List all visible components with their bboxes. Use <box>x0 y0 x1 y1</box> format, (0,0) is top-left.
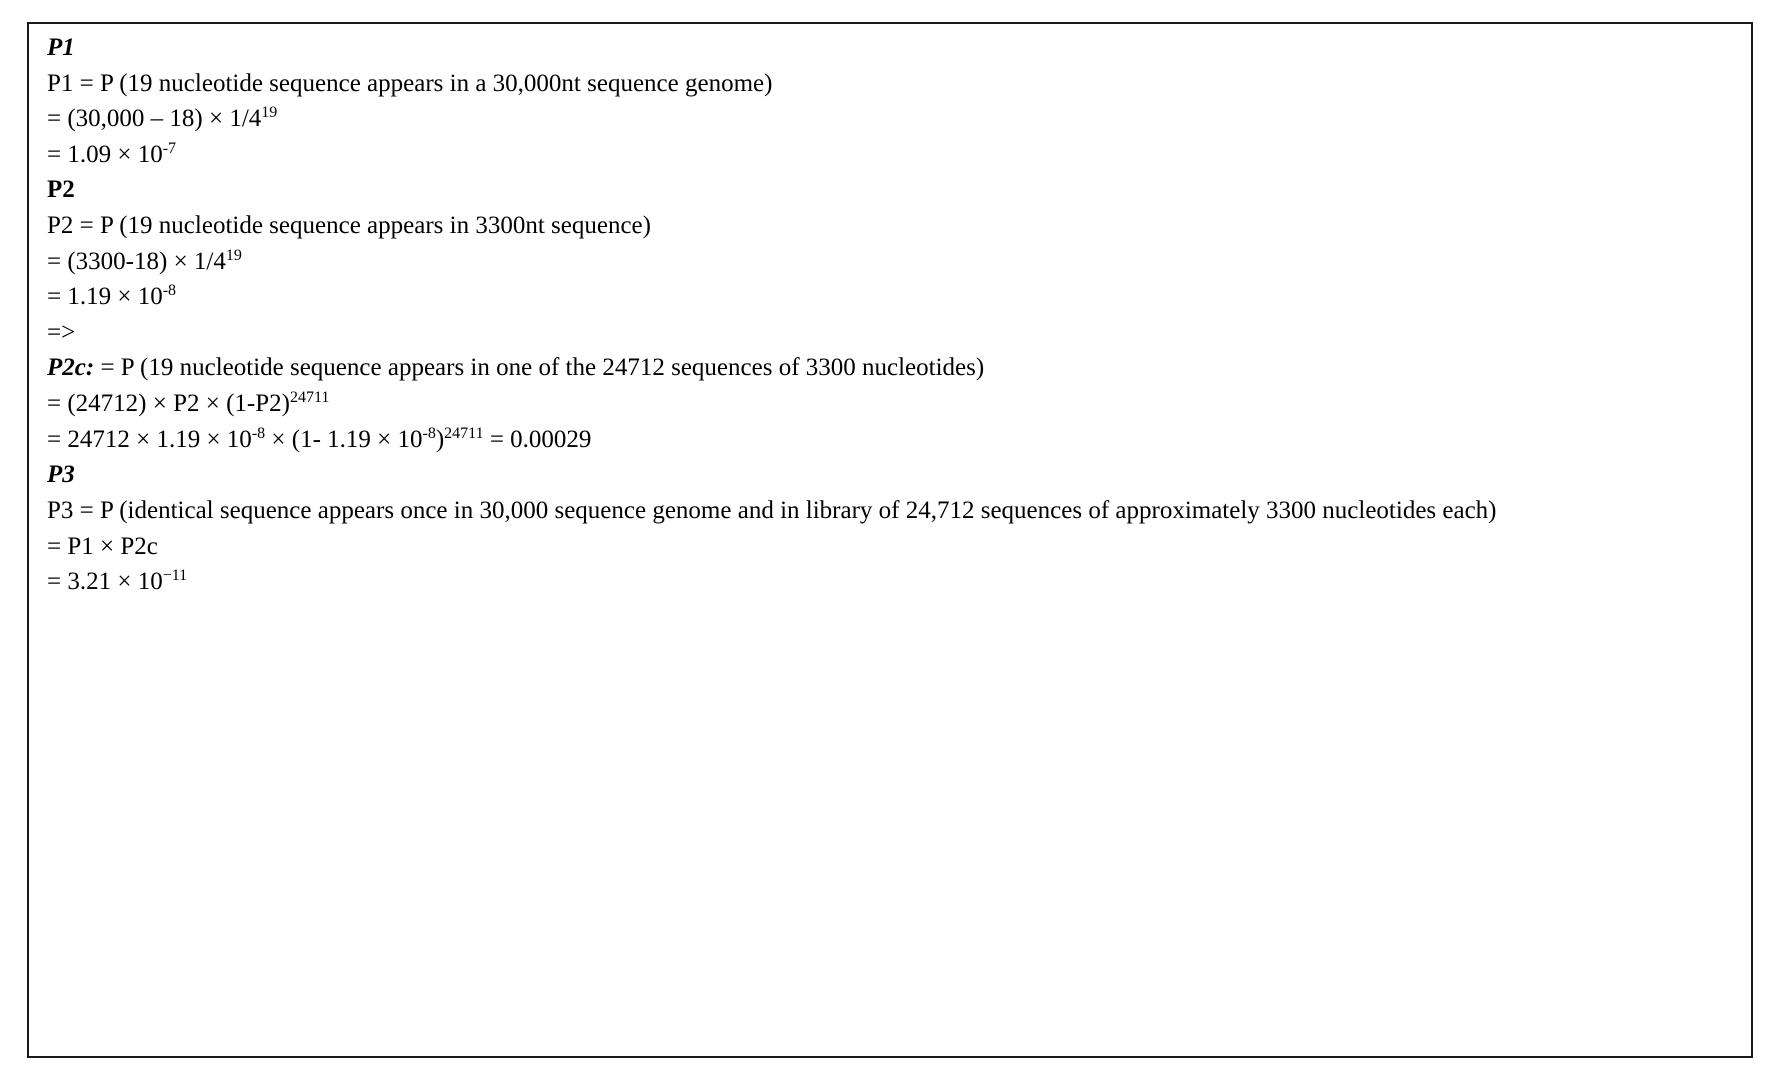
p2-heading: P2 <box>47 176 75 204</box>
p1-heading: P1 <box>47 34 75 61</box>
p3-formula: = P1 × P2c <box>47 532 158 560</box>
p2-formula <box>47 244 1733 280</box>
p2c-result-part-b: × (1- 1.19 × 10 <box>265 425 423 453</box>
p1-definition: P1 = P (19 nucleotide sequence appears in a 30,000nt sequence genome) <box>47 69 773 97</box>
p2-result-exponent: -8 <box>162 282 177 300</box>
p1-result-base: = 1.09 × 10 <box>47 140 163 168</box>
p2c-heading: P2c: <box>47 354 95 382</box>
p2-formula-exponent: 19 <box>225 246 242 264</box>
p1-result <box>47 137 1733 173</box>
p2c-result-part-a: = 24712 × 1.19 × 10 <box>47 425 252 453</box>
p2c-result-value: = 0.00029 <box>483 425 592 453</box>
p2c-formula-exponent: 24711 <box>289 388 330 406</box>
p2c-result-part-c: ) <box>435 425 445 453</box>
p1-formula-exponent: 19 <box>261 104 278 122</box>
p2-formula-base: = (3300-18) × 1/4 <box>47 247 226 275</box>
p2c-result <box>47 422 1733 458</box>
p1-formula <box>47 101 1733 137</box>
p2c-result-exponent-1: -8 <box>251 424 266 442</box>
p2-result <box>47 279 1733 315</box>
p3-result-base: = 3.21 × 10 <box>47 568 163 596</box>
implies-arrow: => <box>47 318 76 346</box>
p2c-formula-base: = (24712) × P2 × (1-P2) <box>47 389 290 417</box>
p2c-result-exponent-2: -8 <box>422 424 436 442</box>
p3-definition: P3 = P (identical sequence appears once in 30,000 sequence genome and in library of 24,712 sequences of approximately 3300 nucleotides each) <box>47 496 1497 524</box>
p2c-definition-text: = P (19 nucleotide sequence appears in one of the 24712 sequences of 3300 nucleotides) <box>94 354 985 382</box>
p1-formula-base: = (30,000 – 18) × 1/4 <box>47 105 262 133</box>
formula-content <box>47 30 1733 600</box>
p1-result-exponent: -7 <box>162 139 177 157</box>
p2-definition: P2 = P (19 nucleotide sequence appears in 3300nt sequence) <box>47 211 651 239</box>
p3-result <box>47 564 1733 600</box>
p3-result-exponent: −11 <box>162 567 188 585</box>
formula-box <box>27 22 1753 1058</box>
p2c-formula <box>47 386 1733 422</box>
p2c-definition <box>47 350 1733 386</box>
p2c-result-exponent-3: 24711 <box>444 424 484 442</box>
p2-result-base: = 1.19 × 10 <box>47 283 163 311</box>
p3-heading: P3 <box>47 461 75 489</box>
